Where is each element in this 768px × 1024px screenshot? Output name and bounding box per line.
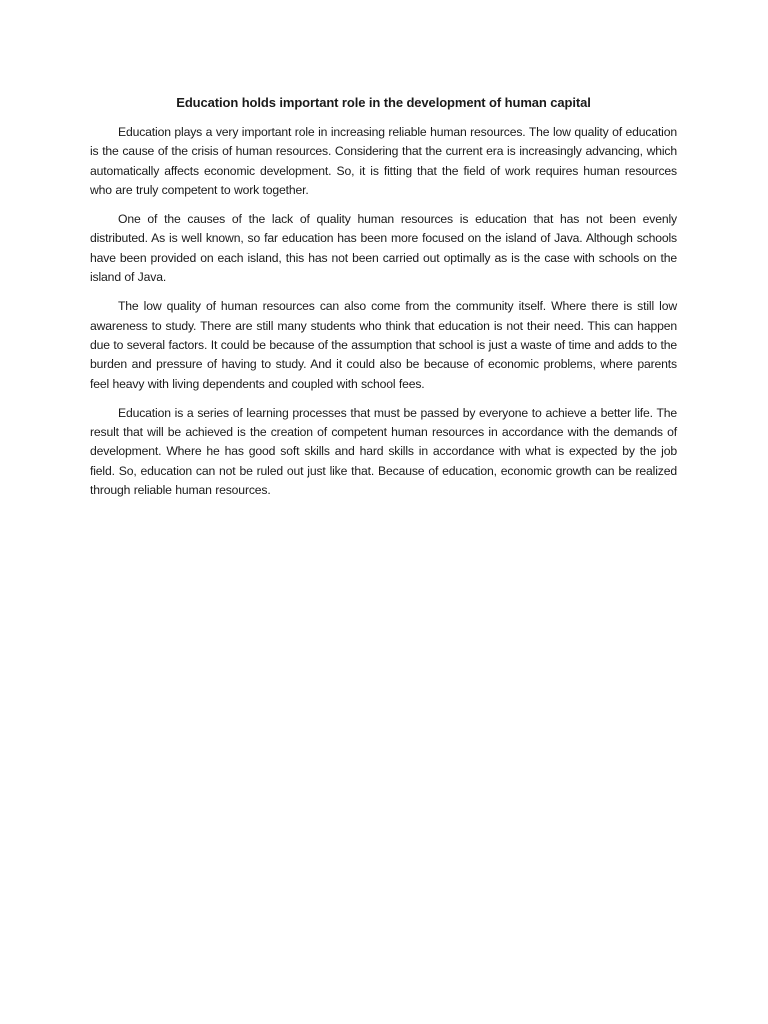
document-title: Education holds important role in the development of human capital [176,95,591,110]
paragraph-1: Education plays a very important role in increasing reliable human resources. The low quality of education is the cause of the crisis of human resources. Considering that the current era is increasingly advancing, which automatically affects economic development. So, it is fitting that the field of work requires human resources who are truly competent to work together. [90,125,677,197]
document-body [90,93,677,510]
paragraph-4: Education is a series of learning processes that must be passed by everyone to achieve a better life. The result that will be achieved is the creation of competent human resources in accordance with the demands of development. Where he has good soft skills and hard skills in accordance with what is expected by the job field. So, education can not be ruled out just like that. Because of education, economic growth can be realized through reliable human resources. [90,405,677,498]
paragraph-2: One of the causes of the lack of quality human resources is education that has not been evenly distributed. As is well known, so far education has been more focused on the island of Java. Although schools have been provided on each island, this has not been carried out optimally as is the case with schools on the island of Java. [90,212,677,285]
paragraph-3: The low quality of human resources can also come from the community itself. Where there is still low awareness to study. There are still many students who think that education is not their need. This can happen due to several factors. It could be because of the assumption that school is just a waste of time and adds to the burden and pressure of having to study. And it could also be because of economic problems, where parents feel heavy with living dependents and coupled with school fees. [90,299,677,391]
